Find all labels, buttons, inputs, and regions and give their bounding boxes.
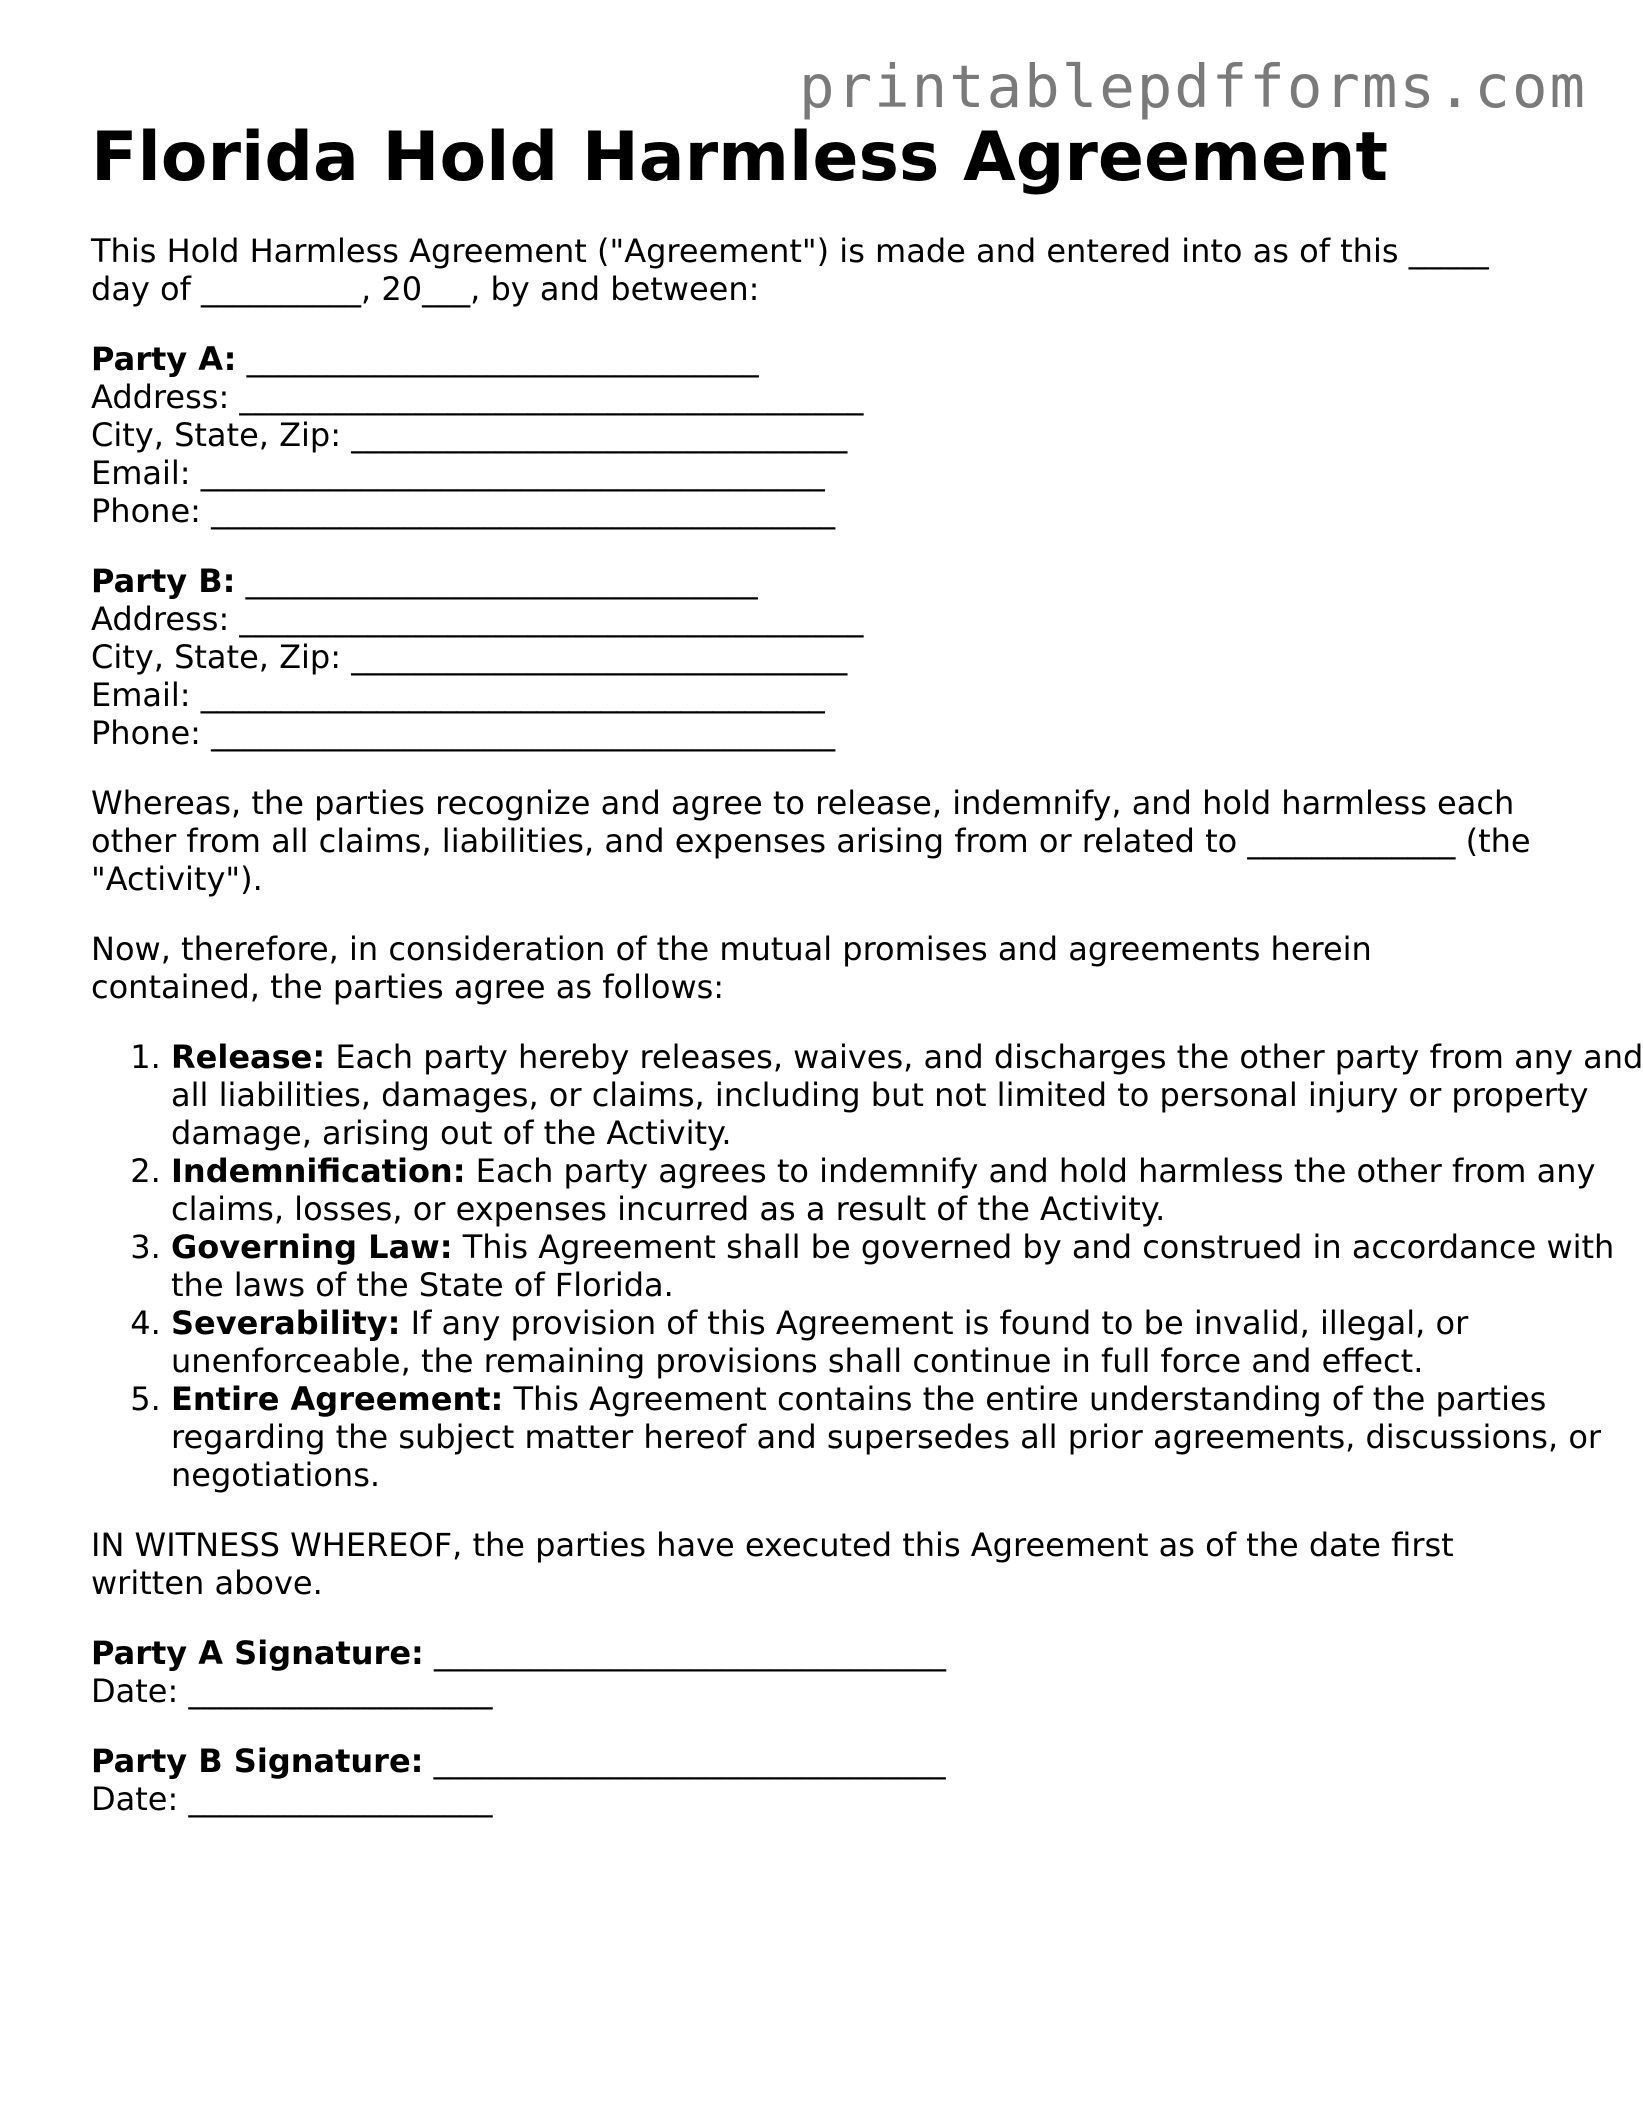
witness-paragraph: IN WITNESS WHEREOF, the parties have executed this Agreement as of the date first written above. — [91, 1526, 1454, 1602]
party-a-address-field[interactable]: Address: _______________________________________ — [91, 378, 864, 416]
party-a-name-field[interactable]: ________________________________ — [246, 340, 759, 378]
whereas-paragraph: Whereas, the parties recognize and agree to release, indemnify, and hold harmless each other from all claims, liabilities, and expenses arising from or related to _____________ (the "Activity"). — [91, 784, 1531, 898]
watermark: printablepdfforms.com — [799, 52, 1587, 121]
term-text: Each party agrees to indemnify and hold harmless the other from any claims, losses, or expenses incurred as a result of the Activity. — [171, 1152, 1596, 1228]
party-a-block — [91, 340, 1571, 530]
term-text: This Agreement contains the entire understanding of the parties regarding the subject matter hereof and supersedes all prior agreements, discussions, or negotiations. — [171, 1380, 1602, 1494]
party-b-block — [91, 562, 1571, 752]
party-a-phone-field[interactable]: Phone: _______________________________________ — [91, 492, 836, 530]
page-title: Florida Hold Harmless Agreement — [91, 118, 1389, 197]
party-a-date-field[interactable]: Date: ___________________ — [91, 1672, 493, 1710]
intro-line-2: day of __________, 20___, by and between: — [91, 270, 760, 308]
term-title: Indemnification: — [171, 1152, 466, 1190]
term-text: If any provision of this Agreement is found to be invalid, illegal, or unenforceable, the remaining provisions shall continue in full force and effect. — [171, 1304, 1469, 1380]
term-title: Governing Law: — [171, 1228, 453, 1266]
party-a-signature-line — [91, 1634, 1571, 1672]
party-b-email-field[interactable]: Email: _______________________________________ — [91, 676, 825, 714]
party-a-email-field[interactable]: Email: _______________________________________ — [91, 454, 825, 492]
party-a-label: Party A: — [91, 340, 237, 378]
intro-line-1: This Hold Harmless Agreement ("Agreement") is made and entered into as of this _____ — [91, 232, 1489, 270]
party-b-address-field[interactable]: Address: _______________________________________ — [91, 600, 864, 638]
term-item-entire-agreement — [171, 1380, 1643, 1494]
party-a-signature-block — [91, 1634, 1571, 1710]
party-b-signature-block — [91, 1742, 1571, 1818]
party-b-signature-field[interactable]: ________________________________ — [433, 1742, 946, 1780]
party-a-city-field[interactable]: City, State, Zip: _______________________________ — [91, 416, 848, 454]
party-a-signature-label: Party A Signature: — [91, 1634, 424, 1672]
party-b-label: Party B: — [91, 562, 236, 600]
term-item-severability — [171, 1304, 1643, 1380]
term-item-indemnification — [171, 1152, 1643, 1228]
party-b-signature-label: Party B Signature: — [91, 1742, 424, 1780]
party-b-phone-field[interactable]: Phone: _______________________________________ — [91, 714, 836, 752]
term-text: Each party hereby releases, waives, and discharges the other party from any and all liabilities, damages, or claims, including but not limited to personal injury or property damage, arising out of the Activity. — [171, 1038, 1643, 1152]
term-title: Release: — [171, 1038, 326, 1076]
term-text: This Agreement shall be governed by and construed in accordance with the laws of the State of Florida. — [171, 1228, 1615, 1304]
party-b-signature-line — [91, 1742, 1571, 1780]
term-title: Entire Agreement: — [171, 1380, 504, 1418]
term-item-release — [171, 1038, 1643, 1152]
party-b-date-field[interactable]: Date: ___________________ — [91, 1780, 493, 1818]
party-a-signature-field[interactable]: ________________________________ — [434, 1634, 946, 1672]
document-body — [91, 118, 1643, 1818]
party-b-city-field[interactable]: City, State, Zip: _______________________________ — [91, 638, 848, 676]
intro-paragraph — [91, 232, 1571, 308]
party-a-name-line — [91, 340, 1571, 378]
party-b-name-field[interactable]: ________________________________ — [245, 562, 758, 600]
term-title: Severability: — [171, 1304, 401, 1342]
now-therefore-paragraph: Now, therefore, in consideration of the mutual promises and agreements herein contained, the parties agree as follows: — [91, 930, 1372, 1006]
party-b-name-line — [91, 562, 1571, 600]
term-item-governing-law — [171, 1228, 1643, 1304]
terms-list — [91, 1038, 1643, 1494]
